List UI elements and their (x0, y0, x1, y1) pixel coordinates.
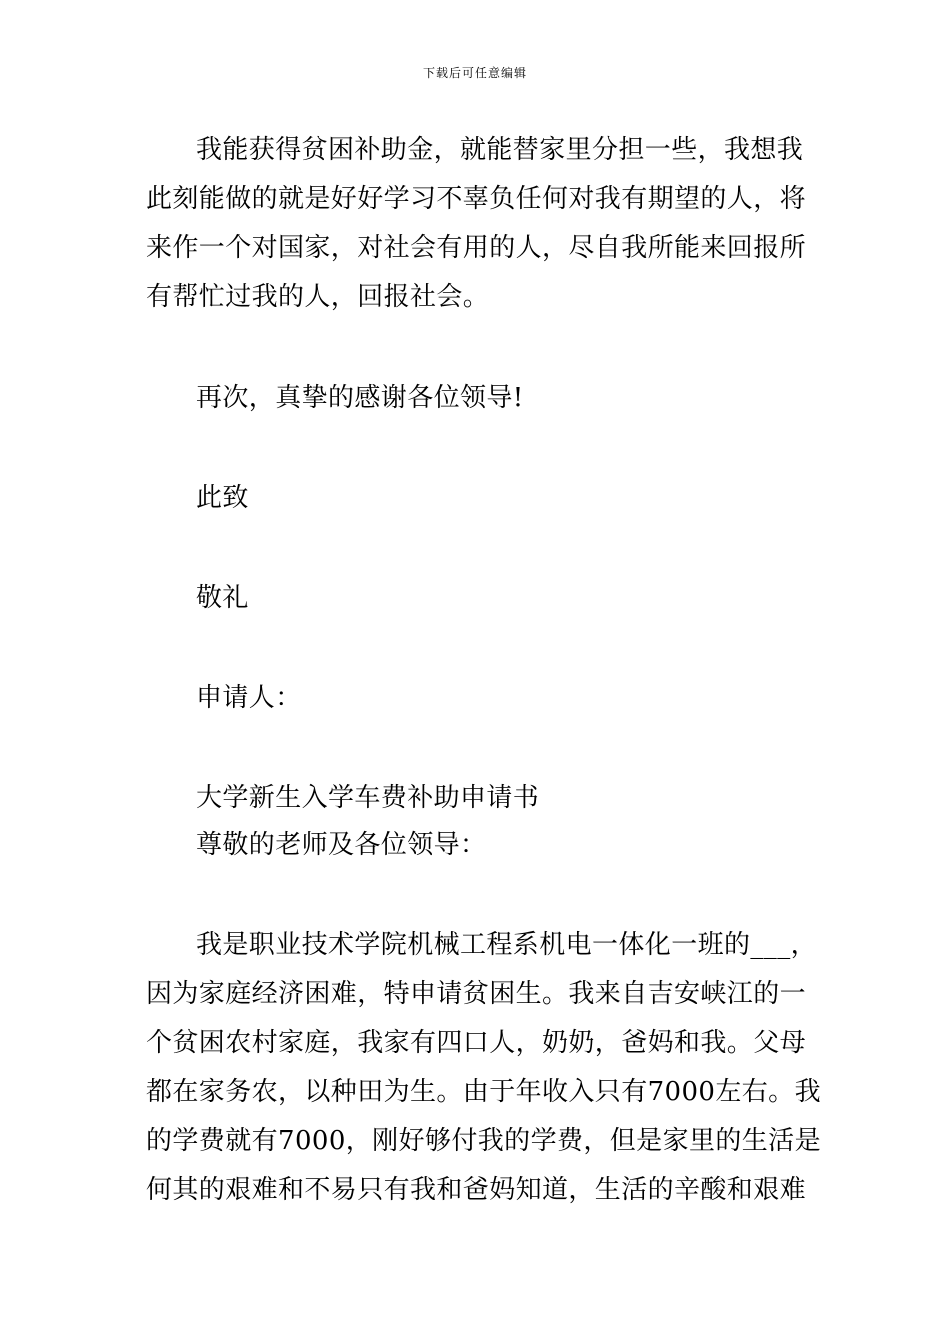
paragraph-line: 何其的艰难和不易只有我和爸妈知道，生活的辛酸和艰难 (146, 1175, 807, 1205)
thanks-line: 再次，真挚的感谢各位领导! (196, 383, 524, 413)
paragraph-line: 我是职业技术学院机械工程系机电一体化一班的___， (196, 930, 818, 960)
paragraph-line: 个贫困农村家庭，我家有四口人，奶奶，爸妈和我。父母 (146, 1028, 807, 1058)
paragraph-line: 我能获得贫困补助金，就能替家里分担一些，我想我 (196, 135, 804, 165)
page-header: 下载后可任意编辑 (422, 66, 527, 80)
paragraph-line: 此刻能做的就是好好学习不辜负任何对我有期望的人，将 (146, 184, 807, 214)
closing-line: 此致 (196, 483, 249, 513)
greeting-line: 尊敬的老师及各位领导： (196, 830, 487, 860)
paragraph-line: 都在家务农，以种田为生。由于年收入只有7000左右。我 (146, 1077, 821, 1107)
paragraph-line: 因为家庭经济困难，特申请贫困生。我来自吉安峡江的一 (146, 979, 807, 1009)
paragraph-line: 有帮忙过我的人，回报社会。 (146, 282, 490, 312)
salutation-line: 敬礼 (196, 583, 249, 613)
paragraph-line: 的学费就有7000，刚好够付我的学费，但是家里的生活是 (146, 1126, 821, 1156)
applicant-line: 申请人： (196, 683, 302, 713)
document-title: 大学新生入学车费补助申请书 (196, 783, 540, 813)
paragraph-line: 来作一个对国家，对社会有用的人，尽自我所能来回报所 (146, 233, 807, 263)
